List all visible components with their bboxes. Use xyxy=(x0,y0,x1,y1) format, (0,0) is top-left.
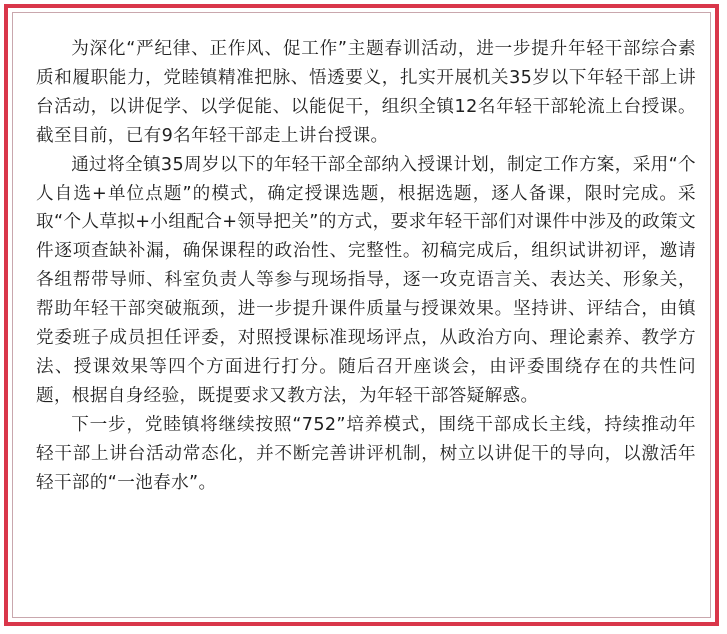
paragraph-measures: 通过将全镇35周岁以下的年轻干部全部纳入授课计划，制定工作方案，采用“个人自选+单位点题”的模式，确定授课选题，根据选题，逐人备课，限时完成。采取“个人草拟+小组配合+领导把关”的方式，要求年轻干部们对课件中涉及的政策文件逐项查缺补漏，确保课程的政治性、完整性。初稿完成后，组织试讲初评，邀请各组帮带导师、科室负责人等参与现场指导，逐一攻克语言关、表达关、形象关，帮助年轻干部突破瓶颈，进一步提升课件质量与授课效果。坚持讲、评结合，由镇党委班子成员担任评委，对照授课标准现场评点，从政治方向、理论素养、教学方法、授课效果等四个方面进行打分。随后召开座谈会，由评委围绕存在的共性问题，根据自身经验，既提要求又教方法，为年轻干部答疑解惑。 xyxy=(36,154,696,406)
article-body xyxy=(36,35,696,498)
paragraph-next-steps: 下一步，党睦镇将继续按照“752”培养模式，围绕干部成长主线，持续推动年轻干部上讲台活动常态化，并不断完善讲评机制，树立以讲促干的导向，以激活年轻干部的“一池春水”。 xyxy=(36,414,696,493)
paragraph-intro: 为深化“严纪律、正作风、促工作”主题春训活动，进一步提升年轻干部综合素质和履职能力，党睦镇精准把脉、悟透要义，扎实开展机关35岁以下年轻干部上讲台活动，以讲促学、以学促能、以能促干，组织全镇12名年轻干部轮流上台授课。截至目前，已有9名年轻干部走上讲台授课。 xyxy=(36,39,696,146)
